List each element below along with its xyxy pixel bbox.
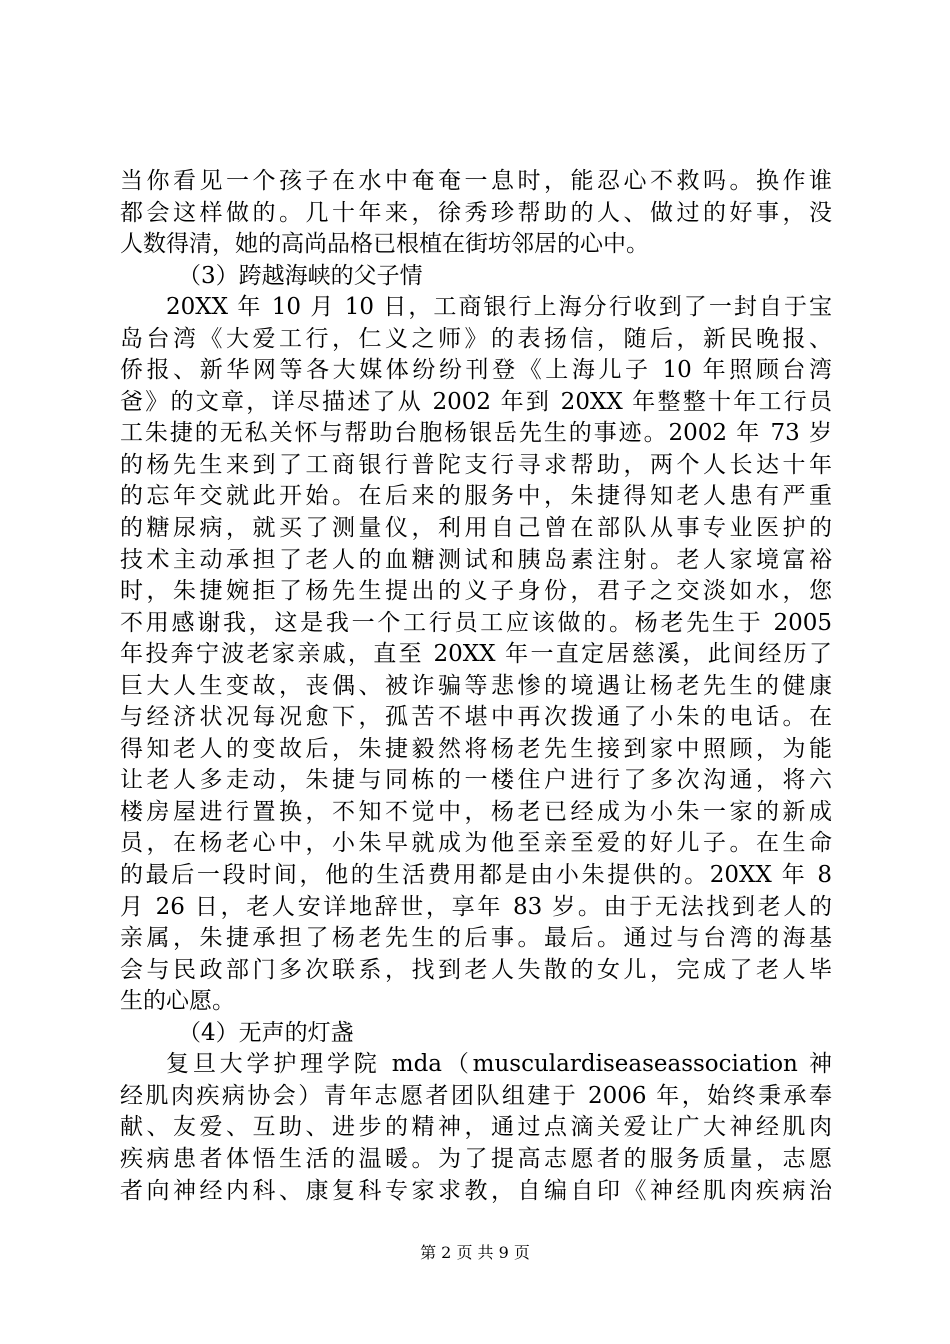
text-line: 会与民政部门多次联系，找到老人失散的女儿，完成了老人毕 (120, 956, 832, 983)
text-line: 的糖尿病，就买了测量仪，利用自己曾在部队从事专业医护的 (120, 515, 832, 542)
text-line: 爸》的文章，详尽描述了从 2002 年到 20XX 年整整十年工行员 (120, 388, 832, 415)
text-line: 工朱捷的无私关怀与帮助台胞杨银岳先生的事迹。2002 年 73 岁 (120, 420, 832, 447)
text-line: 都会这样做的。几十年来，徐秀珍帮助的人、做过的好事，没 (120, 199, 832, 226)
text-line: 技术主动承担了老人的血糖测试和胰岛素注射。老人家境富裕 (120, 546, 832, 573)
paragraph (120, 166, 832, 261)
text-line: 与经济状况每况愈下，孤苦不堪中再次拨通了小朱的电话。在 (120, 704, 832, 731)
text-line: 侨报、新华网等各大媒体纷纷刊登《上海儿子 10 年照顾台湾 (120, 357, 832, 384)
text-line: 的忘年交就此开始。在后来的服务中，朱捷得知老人患有严重 (120, 483, 832, 510)
text-line: 巨大人生变故，丧偶、被诈骗等悲惨的境遇让杨老先生的健康 (120, 672, 832, 699)
text-line: 月 26 日，老人安详地辞世，享年 83 岁。由于无法找到老人的 (120, 893, 832, 920)
paragraph (120, 1049, 832, 1207)
text-line: 生的心愿。 (120, 988, 235, 1015)
text-line: 年投奔宁波老家亲戚，直至 20XX 年一直定居慈溪，此间经历了 (120, 641, 832, 668)
section-heading (120, 261, 832, 293)
text-line: 的杨先生来到了工商银行普陀支行寻求帮助，两个人长达十年 (120, 451, 832, 478)
text-line: 疾病患者体悟生活的温暖。为了提高志愿者的服务质量，志愿 (120, 1145, 832, 1172)
text-line: 献、友爱、互助、进步的精神，通过点滴关爱让广大神经肌肉 (120, 1114, 832, 1141)
text-line: 经肌肉疾病协会）青年志愿者团队组建于 2006 年，始终秉承奉 (120, 1082, 832, 1109)
text-line: 岛台湾《大爱工行，仁义之师》的表扬信，随后，新民晚报、 (120, 325, 832, 352)
text-line: 员，在杨老心中，小朱早就成为他至亲至爱的好儿子。在生命 (120, 830, 832, 857)
text-line: 让老人多走动，朱捷与同栋的一楼住户进行了多次沟通，将六 (120, 767, 832, 794)
text-line: 不用感谢我，这是我一个工行员工应该做的。杨老先生于 2005 (120, 609, 832, 636)
heading-text: （4）无声的灯盏 (178, 1019, 354, 1046)
text-line: 当你看见一个孩子在水中奄奄一息时，能忍心不救吗。换作谁 (120, 168, 832, 194)
page-footer: 第 2 页 共 9 页 (420, 1243, 530, 1262)
paragraph (120, 292, 832, 1018)
heading-text: （3）跨越海峡的父子情 (178, 262, 423, 289)
text-line: 20XX 年 10 月 10 日，工商银行上海分行收到了一封自于宝 (166, 294, 832, 321)
text-line: 得知老人的变故后，朱捷毅然将杨老先生接到家中照顾，为能 (120, 735, 832, 762)
text-line: 时，朱捷婉拒了杨先生提出的义子身份，君子之交淡如水，您 (120, 578, 832, 605)
section-heading (120, 1018, 832, 1050)
text-line: 亲属，朱捷承担了杨老先生的后事。最后。通过与台湾的海基 (120, 925, 832, 952)
text-line: 楼房屋进行置换，不知不觉中，杨老已经成为小朱一家的新成 (120, 798, 832, 825)
document-body (120, 166, 832, 1207)
text-line: 人数得清，她的高尚品格已根植在街坊邻居的心中。 (120, 231, 649, 258)
text-line: 复旦大学护理学院 mda（musculardiseaseassociation 神 (166, 1051, 832, 1078)
text-line: 者向神经内科、康复科专家求教，自编自印《神经肌肉疾病治 (120, 1177, 832, 1204)
text-line: 的最后一段时间，他的生活费用都是由小朱提供的。20XX 年 8 (120, 862, 832, 889)
